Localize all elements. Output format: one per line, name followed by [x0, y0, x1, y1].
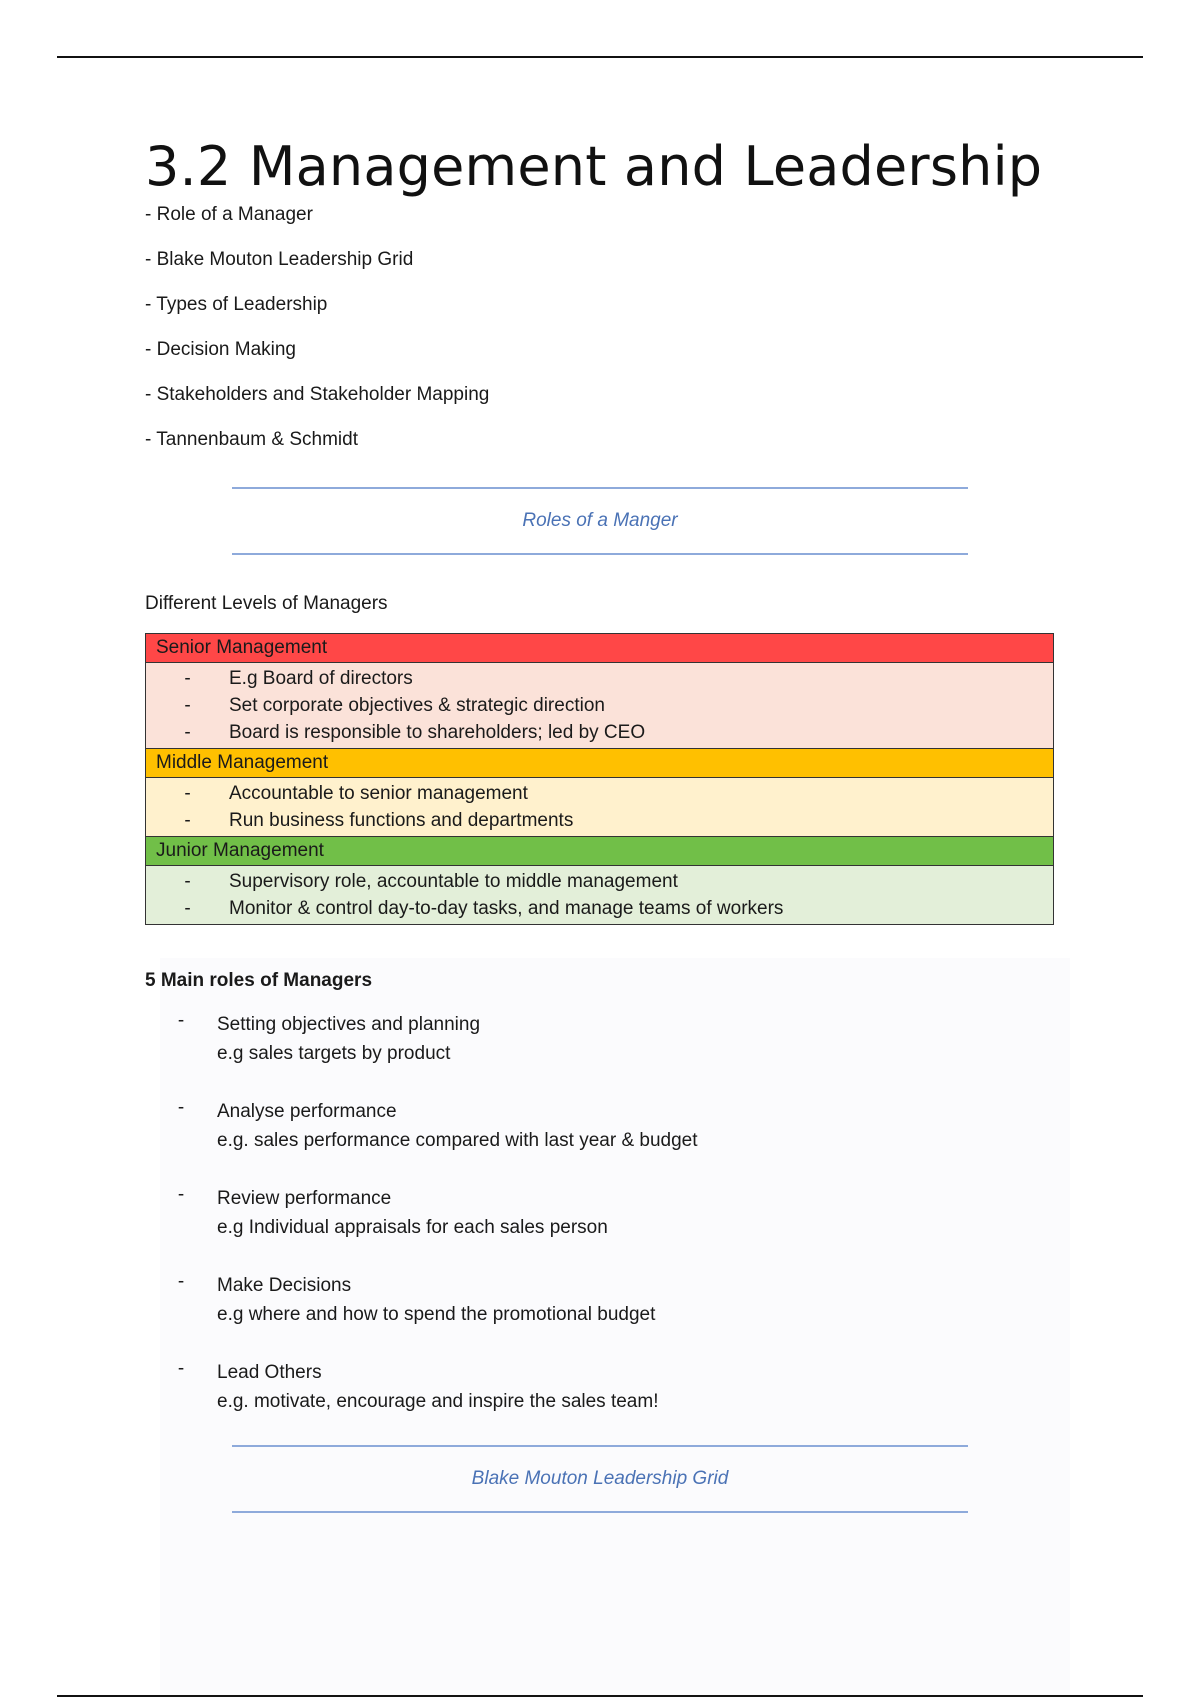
level-item [146, 807, 1053, 834]
bullet-dash: - [184, 695, 191, 716]
level-items [146, 663, 1054, 749]
caption-text: Blake Mouton Leadership Grid [471, 1468, 729, 1489]
level-body-row [146, 778, 1054, 837]
level-item-text: Board is responsible to shareholders; led by CEO [229, 722, 646, 743]
level-name: Middle Management [146, 749, 1054, 778]
role-title: Lead Others [217, 1362, 322, 1383]
level-item-text: Supervisory role, accountable to middle management [229, 871, 678, 892]
level-body-row [146, 866, 1054, 925]
footer-rule [57, 1695, 1143, 1697]
toc-item: - Decision Making [145, 339, 296, 360]
bullet-dash: - [184, 722, 191, 743]
level-item [146, 719, 1053, 746]
bullet-dash: - [177, 1097, 185, 1118]
role-example: e.g where and how to spend the promotional budget [217, 1304, 656, 1325]
level-items [146, 778, 1054, 837]
role-item [145, 1010, 1065, 1068]
role-example: e.g. sales performance compared with last year & budget [217, 1130, 698, 1151]
bullet-dash: - [177, 1010, 185, 1031]
level-body-row [146, 663, 1054, 749]
level-name: Senior Management [146, 634, 1054, 663]
level-header-row [146, 634, 1054, 663]
section-caption-roles [232, 487, 968, 555]
toc-item: - Stakeholders and Stakeholder Mapping [145, 384, 490, 405]
role-example: e.g sales targets by product [217, 1043, 451, 1064]
bullet-dash: - [184, 668, 191, 689]
level-item [146, 692, 1053, 719]
role-item [145, 1097, 1065, 1155]
level-item-text: Accountable to senior management [229, 783, 528, 804]
toc-item: - Role of a Manager [145, 204, 313, 225]
level-item-text: Run business functions and departments [229, 810, 574, 831]
level-name: Junior Management [146, 837, 1054, 866]
bullet-dash: - [184, 783, 191, 804]
level-item [146, 665, 1053, 692]
table-of-contents [145, 204, 1065, 474]
bullet-dash: - [177, 1271, 185, 1292]
role-title: Make Decisions [217, 1275, 352, 1296]
page-title: 3.2 Management and Leadership [145, 135, 1043, 198]
section-caption-blake-mouton [232, 1445, 968, 1513]
header-rule [57, 56, 1143, 58]
roles-heading: 5 Main roles of Managers [145, 970, 373, 991]
levels-intro: Different Levels of Managers [145, 593, 388, 614]
bullet-dash: - [177, 1184, 185, 1205]
role-example: e.g Individual appraisals for each sales person [217, 1217, 608, 1238]
toc-item: - Blake Mouton Leadership Grid [145, 249, 414, 270]
role-item [145, 1271, 1065, 1329]
caption-text: Roles of a Manger [522, 510, 678, 531]
role-title: Review performance [217, 1188, 392, 1209]
role-item [145, 1184, 1065, 1242]
level-header-row [146, 749, 1054, 778]
level-item [146, 868, 1053, 895]
bullet-dash: - [184, 810, 191, 831]
level-item [146, 780, 1053, 807]
level-item-text: E.g Board of directors [229, 668, 413, 689]
roles-list [145, 1010, 1065, 1416]
bullet-dash: - [184, 871, 191, 892]
level-items [146, 866, 1054, 925]
level-item [146, 895, 1053, 922]
bullet-dash: - [177, 1358, 185, 1379]
toc-item: - Tannenbaum & Schmidt [145, 429, 358, 450]
document-page [145, 135, 1065, 1513]
role-title: Setting objectives and planning [217, 1014, 481, 1035]
toc-item: - Types of Leadership [145, 294, 328, 315]
role-example: e.g. motivate, encourage and inspire the sales team! [217, 1391, 659, 1412]
level-header-row [146, 837, 1054, 866]
management-levels-table [145, 633, 1054, 925]
level-item-text: Monitor & control day-to-day tasks, and manage teams of workers [229, 898, 784, 919]
role-item [145, 1358, 1065, 1416]
bullet-dash: - [184, 898, 191, 919]
role-title: Analyse performance [217, 1101, 397, 1122]
level-item-text: Set corporate objectives & strategic direction [229, 695, 605, 716]
